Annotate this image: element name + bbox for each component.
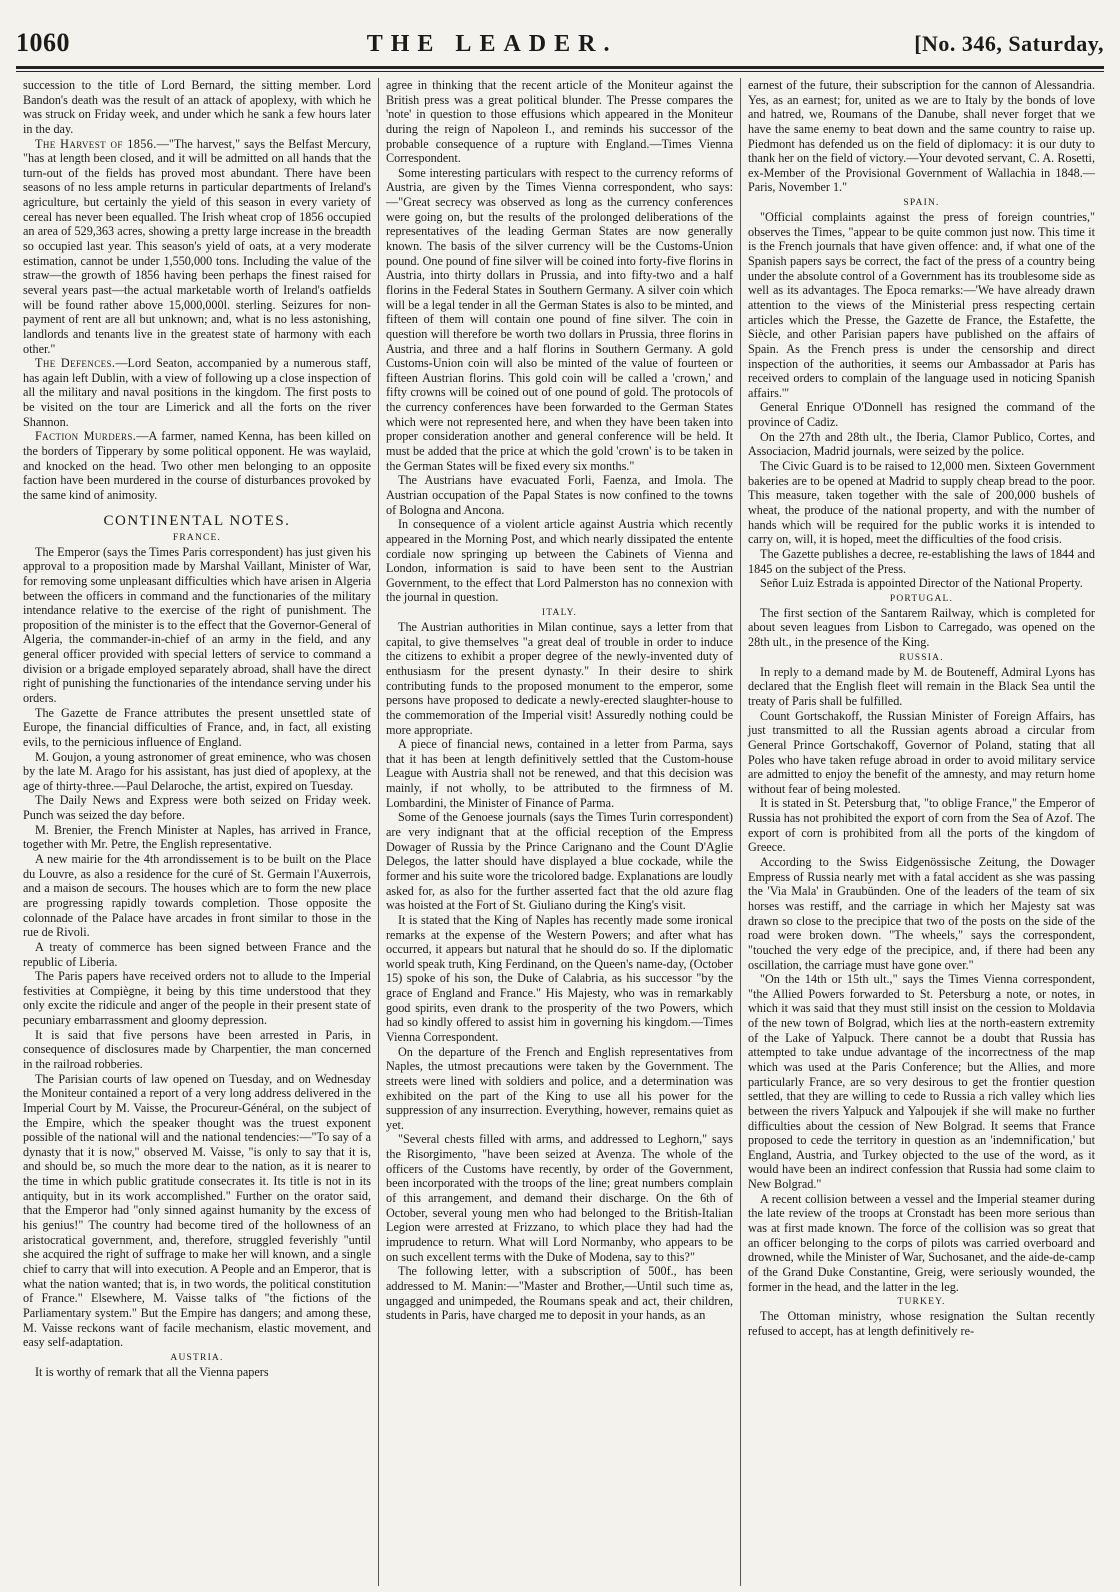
paragraph: The Austrian authorities in Milan continue, says a letter from that capital, to give themselves "a great deal of trouble in order to induce the citizens to exhibit a proper degree of the newly-invented duty of enthusiasm for the present dynasty." In their desire to shirk contributing funds to the proposed monument to the emperor, some persons have proposed to dedicate a newly-erected slaughter-house to the commemoration of the Imperial visit! Assuredly nothing could be more appropriate. bbox=[386, 620, 733, 737]
section-heading: CONTINENTAL NOTES. bbox=[103, 512, 291, 529]
paragraph: M. Goujon, a young astronomer of great eminence, who was chosen by the late M. Arago for his assistant, has just died of apoplexy, at the age of thirty-three.—Paul Delaroche, the artist, expired on Tuesday. bbox=[23, 749, 371, 793]
issue-number: [No. 346, Saturday, bbox=[914, 31, 1104, 56]
paragraph: In consequence of a violent article against Austria which recently appeared in the Morning Post, and which nearly dissipated the entente cordiale now springing up between the Cabinets of Vienna and London, information is said to have been sent to the Austrian Government, to the effect that Lord Palmerston has no connexion with the journal in question. bbox=[386, 517, 733, 605]
paragraph bbox=[23, 429, 371, 502]
paragraph: On the 27th and 28th ult., the Iberia, Clamor Publico, Cortes, and Associacion, Madrid journals, were seized by the police. bbox=[748, 429, 1095, 459]
paragraph: The Paris papers have received orders not to allude to the Imperial festivities at Compiègne, it being by this time understood that they only excite the ridicule and anger of the people in their present state of pecuniary embarrassment and gloomy depression. bbox=[23, 969, 371, 1028]
paragraph: It is stated that the King of Naples has recently made some ironical remarks at the expense of the Western Powers; and after what has occurred, it appears but natural that he should do so. If the diplomatic world speak truth, King Ferdinand, on the Queen's name-day, (October 15) spoke of his son, the Duke of Calabria, as his successor "by the grace of England and France." His Majesty, who was in remarkably good spirits, even drank to the prosperity of the two Powers, which had so kindly offered to assist him in governing his kingdom.—Times Vienna Correspondent. bbox=[386, 912, 733, 1044]
subsection-heading: TURKEY. bbox=[897, 1297, 946, 1308]
column-2 bbox=[378, 78, 740, 1586]
paragraph: The Gazette publishes a decree, re-establishing the laws of 1844 and 1845 on the subject of the Press. bbox=[748, 546, 1095, 576]
paragraph: It is said that five persons have been arrested in Paris, in consequence of disclosures made by Charpentier, the man concerned in the railroad robberies. bbox=[23, 1027, 371, 1071]
paragraph: The first section of the Santarem Railway, which is completed for about seven leagues from Lisbon to Carregado, was opened on the 28th ult., in the presence of the King. bbox=[748, 605, 1095, 650]
subsection-heading: FRANCE. bbox=[172, 532, 222, 543]
page-number: 1060 bbox=[16, 28, 70, 57]
paragraph: In reply to a demand made by M. de Bouteneff, Admiral Lyons has declared that the English fleet will remain in the Black Sea until the treaty of Paris shall be fulfilled. bbox=[748, 664, 1095, 708]
column-3 bbox=[740, 78, 1102, 1586]
paragraph: The Austrians have evacuated Forli, Faenza, and Imola. The Austrian occupation of the Papal States is now confined to the towns of Bologna and Ancona. bbox=[386, 473, 733, 517]
paragraph: "Official complaints against the press of foreign countries," observes the Times, "appear to be quite common just now. This time it is the French journals that have given offence: and, if what one of the Spanish papers says be correct, the fact of the press of a country being under the absolute control of a Government has its troublesome side as well as its advantages. The Epoca remarks:—'We have already drawn attention to the views of the Ministerial press respecting certain articles which the Presse, the Gazette de France, the Estafette, the Siècle, and other Parisian papers have published on the affairs of Spain. As the French press is under the censorship and direct inspection of the authorities, it seems our Ambassador at Paris has received orders to complain of the language used in noticing Spanish affairs.'" bbox=[748, 210, 1095, 400]
masthead bbox=[16, 28, 1104, 62]
paragraph-body: —"The harvest," says the Belfast Mercury, "has at length been closed, and it will be admitted on all hands that the turn-out of the fields has proved most abundant. There have been seasons of no less ample returns in particular departments of Ireland's agriculture, but certainly the yield of this season in every variety of cereal has never been equalled. The Irish wheat crop of 1856 occupied an area of 529,363 acres, showing a pretty large increase in the breadth so occupied last year. This season's yield of oats, at a very moderate estimation, cannot be under 1,550,000 tons. Including the value of the straw—the growth of 1856 having been perhaps the finest raised for several years past—the actual marketable worth of Ireland's oatfields will be found rather above 15,000,000l. sterling. Seizures for non-payment of rent are all but unknown; and, what is no less astonishing, landlords and tenants live in the greatest state of harmony with each other." bbox=[23, 136, 371, 356]
paragraph: Count Gortschakoff, the Russian Minister of Foreign Affairs, has just transmitted to all the Russian agents abroad a circular from General Prince Gortschakoff, Governor of Poland, stating that all Poles who have taken refuge abroad in order to avoid military service are admitted to enjoy the benefit of the amnesty, and may return home without fear of being molested. bbox=[748, 708, 1095, 796]
masthead-rule-thin bbox=[16, 71, 1104, 72]
paragraph: Some interesting particulars with respect to the currency reforms of Austria, are given by the Times Vienna correspondent, who says:—"Great secrecy was observed as long as the currency conferences were going on, but the results of the prolonged deliberations of the representatives of the leading German States are now generally known. The basis of the silver currency will be the Customs-Union pound. One pound of fine silver will be coined into forty-five florins in Austria, into thirty dollars in Prussia, and into fifty-two and a half florins in the Federal States in Southern Germany. A silver coin which will be a legal tender in all the German States is also to be minted, and fifteen of them will contain one pound of fine silver. The coin in question will therefore be worth two dollars in Prussia, three florins in Austria, and three and a half florins in Southern Germany. A gold Customs-Union coin will also be minted of the value of fourteen or fifteen Austrian florins. This gold coin will be called a 'crown,' and fifty crowns will be coined out of one pound of gold. The protocols of the currency conferences have been forwarded to the German States which were not represented here, and when they have been taken into proper consideration another and general conference will be held. It must be added that the price at which the gold 'crown' is to be taken in the German States will be fixed every six months." bbox=[386, 165, 733, 473]
paragraph-lead: The Defences. bbox=[35, 356, 116, 371]
paragraph: "Several chests filled with arms, and addressed to Leghorn," says the Risorgimento, "have been seized at Avenza. The whole of the officers of the Customs have recently, by order of the Government, been incorporated with the troops of the line; great numbers complain of this arrangement, and demand their discharge. On the 6th of October, several young men who had belonged to the British-Italian Legion were arrested at Frizzano, to which place they had had the imprudence to return. What will Lord Normanby, who appears to be on such excellent terms with the Duke of Modena, say to this?" bbox=[386, 1132, 733, 1264]
paragraph: Some of the Genoese journals (says the Times Turin correspondent) are very indignant that at the official reception of the Empress Dowager of Russia by the Prince Carignano and the Count D'Aglie Delegos, the latter should have displayed a blue cockade, while the former and his suite wore the tricolored badge. Explanations are loudly asked for, as also for the further asserted fact that the old azure flag was hoisted at the Fort of St. Giuliano during the King's visit. bbox=[386, 810, 733, 913]
paragraph: The Ottoman ministry, whose resignation the Sultan recently refused to accept, has at length definitively re- bbox=[748, 1309, 1095, 1338]
paragraph: The Daily News and Express were both seized on Friday week. Punch was seized the day before. bbox=[23, 793, 371, 823]
paragraph bbox=[23, 137, 371, 357]
paragraph: General Enrique O'Donnell has resigned the command of the province of Cadiz. bbox=[748, 400, 1095, 430]
paragraph: The Civic Guard is to be raised to 12,000 men. Sixteen Government bakeries are to be opened at Madrid to supply cheap bread to the poor. This measure, taken together with the sale of 200,000 bushels of wheat, the produce of the national property, and with the number of hands which will be required for the public works it is intended to carry on, will, it is hoped, meet the difficulties of the food crisis. bbox=[748, 459, 1095, 547]
paragraph-body: —A farmer, named Kenna, has been killed on the borders of Tipperary by some political opponent. He was waylaid, and knocked on the head. Two other men belonging to an opposite faction have been murdered in the course of disturbances provoked by the same kind of animosity. bbox=[23, 429, 371, 502]
paragraph-lead: Faction Murders. bbox=[35, 429, 137, 444]
paragraph: A treaty of commerce has been signed between France and the republic of Liberia. bbox=[23, 939, 371, 969]
column-container bbox=[16, 78, 1104, 1586]
paragraph: The Gazette de France attributes the present unsettled state of Europe, the financial difficulties of France, and, in fact, all existing evils, to the pernicious influence of England. bbox=[23, 705, 371, 749]
paragraph: A piece of financial news, contained in a letter from Parma, says that it has been at length definitively settled that the Custom-house League with Austria shall not be renewed, and that this decision was mainly, if not wholly, to be attributed to the firmness of M. Lombardini, the Minister of Finance of Parma. bbox=[386, 737, 733, 810]
paragraph: succession to the title of Lord Bernard, the sitting member. Lord Bandon's death was the result of an attack of apoplexy, with which he was struck on Friday week, and under which he sank a few hours later in the day. bbox=[23, 78, 371, 136]
paragraph: A new mairie for the 4th arrondissement is to be built on the Place du Louvre, as also a residence for the curé of St. Germain l'Auxerrois, and a maison de secours. The houses which are to form the new place are progressing rapidly towards completion. Those opposite the colonnade of the Palace have arcades in front similar to those in the rue de Rivoli. bbox=[23, 852, 371, 940]
paragraph: A recent collision between a vessel and the Imperial steamer during the late review of the troops at Cronstadt has been more serious than was at first made known. The force of the collision was so great that an officer belonging to the corps of pilots was carried overboard and drowned, while the Minister of War, Suchosanet, and the aide-de-camp of the Grand Duke Constantine, Greig, were seriously wounded, the former in the head, and the latter in the leg. bbox=[748, 1191, 1095, 1294]
newspaper-title: THE LEADER. bbox=[366, 31, 618, 57]
paragraph: The Parisian courts of law opened on Tuesday, and on Wednesday the Moniteur contained a report of a very long address delivered in the Imperial Court by M. Vaisse, the Procureur-Général, on the subject of the Empire, which the speaker thought was the truest exponent possible of the national will and the national tendencies:—"To say of a dynasty that it is now," observed M. Vaisse, "is only to say that it is, and should be, so much the more dear to the nation, as it is nearer to the time in which public gratitude consecrates it. Its title is not in its antiquity, but in its work accomplished." Further on the orator said, that the Emperor had "only sinned against humanity by the excess of his genius!" The country had become tired of the hollowness of an aristocratical government, and, therefore, struggled feverishly "until she acquired the right of suffrage to make her will known, and a single chief to carry that will into execution. A People and an Emperor, that is what the nation wanted; that is, in two words, the political constitution of France." Elsewhere, M. Vaisse talks of "the fictions of the Parliamentary system." But the Empire has dangers; and among these, M. Vaisse reckons want of facile mechanism, elastic movement, and easy self-adaptation. bbox=[23, 1071, 371, 1350]
paragraph bbox=[23, 356, 371, 429]
paragraph: M. Brenier, the French Minister at Naples, has arrived in France, together with Mr. Petre, the English representative. bbox=[23, 822, 371, 852]
paragraph: Señor Luiz Estrada is appointed Director of the National Property. bbox=[760, 576, 1083, 591]
paragraph: It is worthy of remark that all the Vienna papers bbox=[35, 1364, 269, 1379]
paragraph: It is stated in St. Petersburg that, "to oblige France," the Emperor of Russia has not prohibited the export of corn from the Sea of Azof. The export of corn is prohibited from all the ports of the kingdom of Greece. bbox=[748, 796, 1095, 855]
subsection-heading: PORTUGAL. bbox=[889, 593, 954, 604]
subsection-heading: SPAIN. bbox=[903, 198, 940, 209]
column-1 bbox=[16, 78, 378, 1586]
paragraph: The following letter, with a subscription of 500f., has been addressed to M. Manin:—"Master and Brother,—Until such time as, ungagged and unimpeded, the Roumans speak and act, their children, students in Paris, have charged me to deposit in your hands, as an bbox=[386, 1264, 733, 1323]
paragraph: "On the 14th or 15th ult.," says the Times Vienna correspondent, "the Allied Powers forwarded to St. Petersburg a note, or notes, in which it was said that they must still insist on the cession to Moldavia of the new town of Bolgrad, which lies at the north-eastern extremity of the Lake of Yalpuck. There cannot be a doubt that Russia has attempted to take undue advantage of the incorrectness of the map which was used at the Paris Conference; but the Allies, and more particularly France, are so very desirous to get the frontier question settled, that they are willing to cede to Russia a rich valley which lies between the rivers Yalpuck and Yalpoujek if she will make no further difficulties about the cession of New Bolgrad. It seems that France proposed to cede the territory in question as an 'indemnification,' but England, Austria, and Turkey objected to the use of the word, as it would have been an indirect confession that Russia had some claim to New Bolgrad." bbox=[748, 972, 1095, 1192]
paragraph-lead: The Harvest of 1856. bbox=[35, 136, 157, 151]
paragraph: agree in thinking that the recent article of the Moniteur against the British press was a great political blunder. The Presse compares the 'note' in question to those effusions which appeared in the Moniteur during the reign of Napoleon I., and reminds his successor of the probable consequence of a rupture with England.—Times Vienna Correspondent. bbox=[386, 78, 733, 166]
paragraph-body: —Lord Seaton, accompanied by a numerous staff, has again left Dublin, with a view of following up a close inspection of all the military and naval positions in the kingdom. The first posts to be visited on the tour are Limerick and all the forts on the river Shannon. bbox=[23, 356, 372, 429]
paragraph: The Emperor (says the Times Paris correspondent) has just given his approval to a proposition made by Marshal Vaillant, Minister of War, for removing some unpleasant difficulties which have arisen in Algeria between the officers in command and the functionaries of the military intendance relative to the exercise of the right of punishment. The proposition of the minister is to the effect that the Governor-General of Algeria, the commander-in-chief of an army in the field, and any general officer provided with special letters of service to command a division or a brigade employed separately abroad, shall have the direct right of punishing the functionaries of the intendance serving under his orders. bbox=[23, 544, 371, 705]
subsection-heading: RUSSIA. bbox=[899, 652, 944, 663]
paragraph: earnest of the future, their subscription for the cannon of Alessandria. Yes, as an earnest; for, united as we are to Italy by the bonds of love and hatred, we, Roumans of the Danube, shall never forget that we have the same enemy to beat down and the same country to raise up. Piedmont has defended us on the field of diplomacy: it is our duty to thank her on the field of victory.—Your devoted servant, C. A. Rosetti, ex-Member of the Provisional Government of Wallachia in 1848.—Paris, November 1." bbox=[748, 78, 1095, 195]
paragraph: According to the Swiss Eidgenössische Zeitung, the Dowager Empress of Russia nearly met with a fatal accident as she was passing the 'Via Mala' in Graubünden. One of the leaders of the team of six horses was restiff, and the carriage in which her Majesty sat was drawn so close to the precipice that two of the posts on the side of the road were broken down. "The wheels," says the correspondent, "touched the very edge of the precipice, and, if there had been any oscillation, the carriage must have gone over." bbox=[748, 855, 1095, 972]
subsection-heading: ITALY. bbox=[541, 608, 578, 619]
subsection-heading: AUSTRIA. bbox=[170, 1352, 224, 1363]
paragraph: On the departure of the French and English representatives from Naples, the utmost precautions were taken by the Government. The streets were lined with soldiers and police, and a determination was exhibited on the part of the King to use all his power for the suppression of any insurrection. Everything, however, remains quiet as yet. bbox=[386, 1044, 733, 1132]
masthead-rule bbox=[16, 66, 1104, 69]
